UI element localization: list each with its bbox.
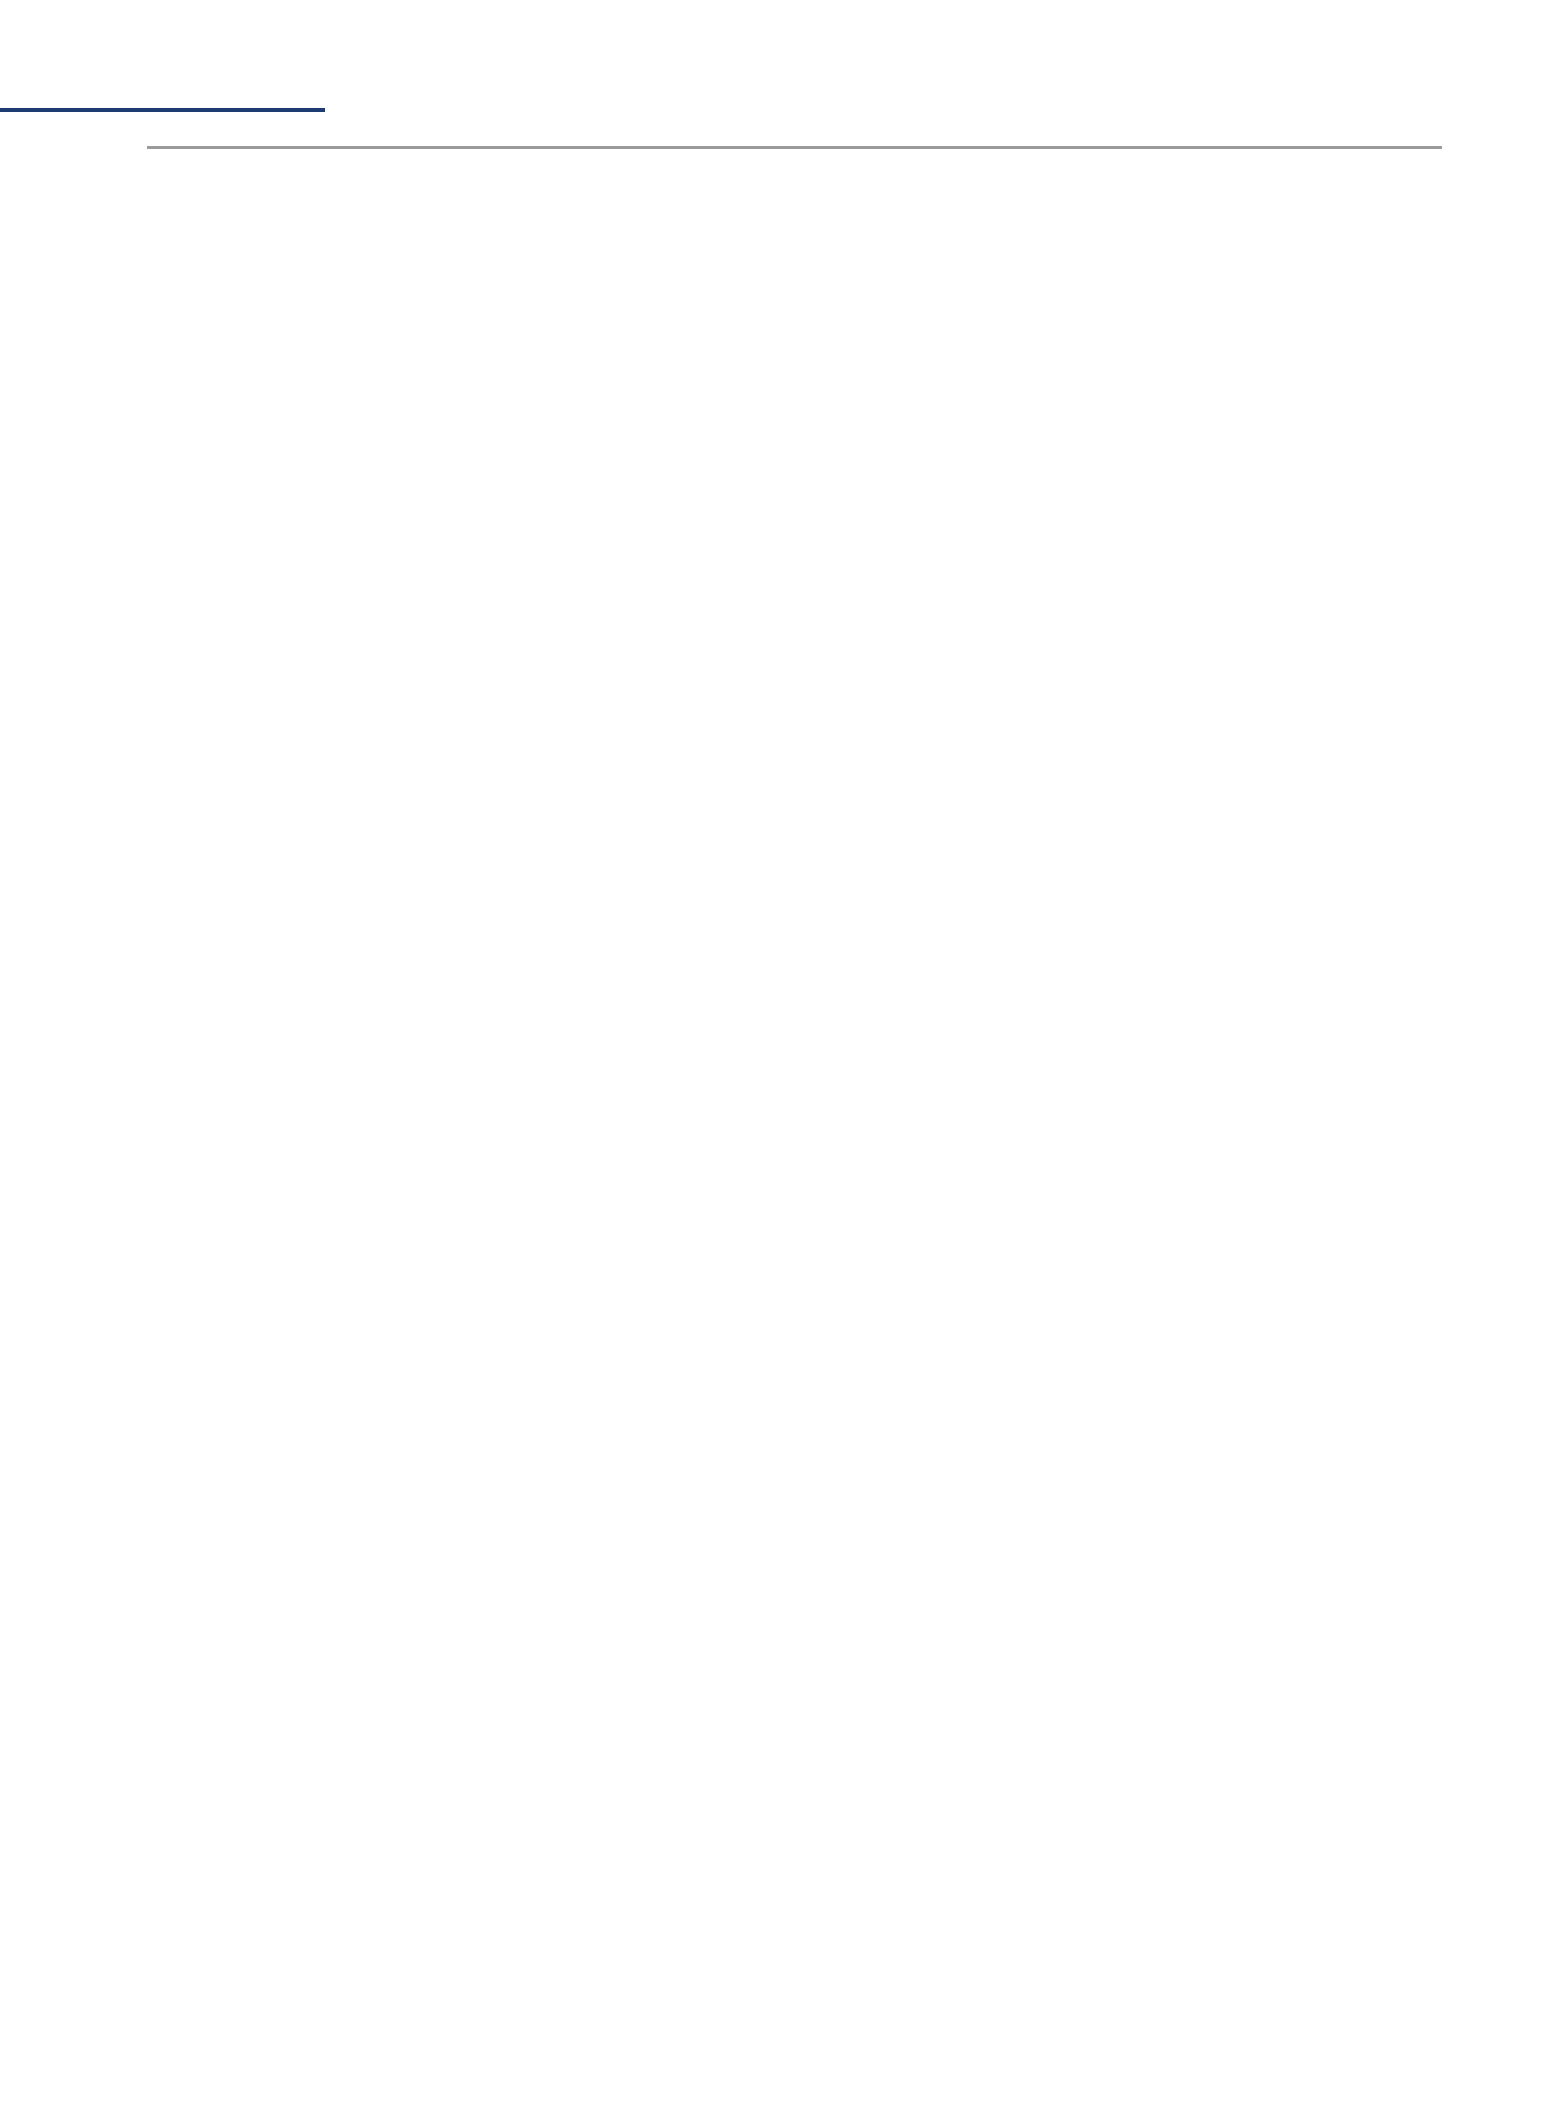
section-divider	[147, 146, 1442, 149]
crochet-chart	[100, 158, 1050, 783]
masthead-rule	[0, 108, 325, 112]
model-photo-image	[588, 1153, 1440, 2103]
model-photo	[588, 1153, 1440, 2103]
legend	[1122, 240, 1532, 256]
